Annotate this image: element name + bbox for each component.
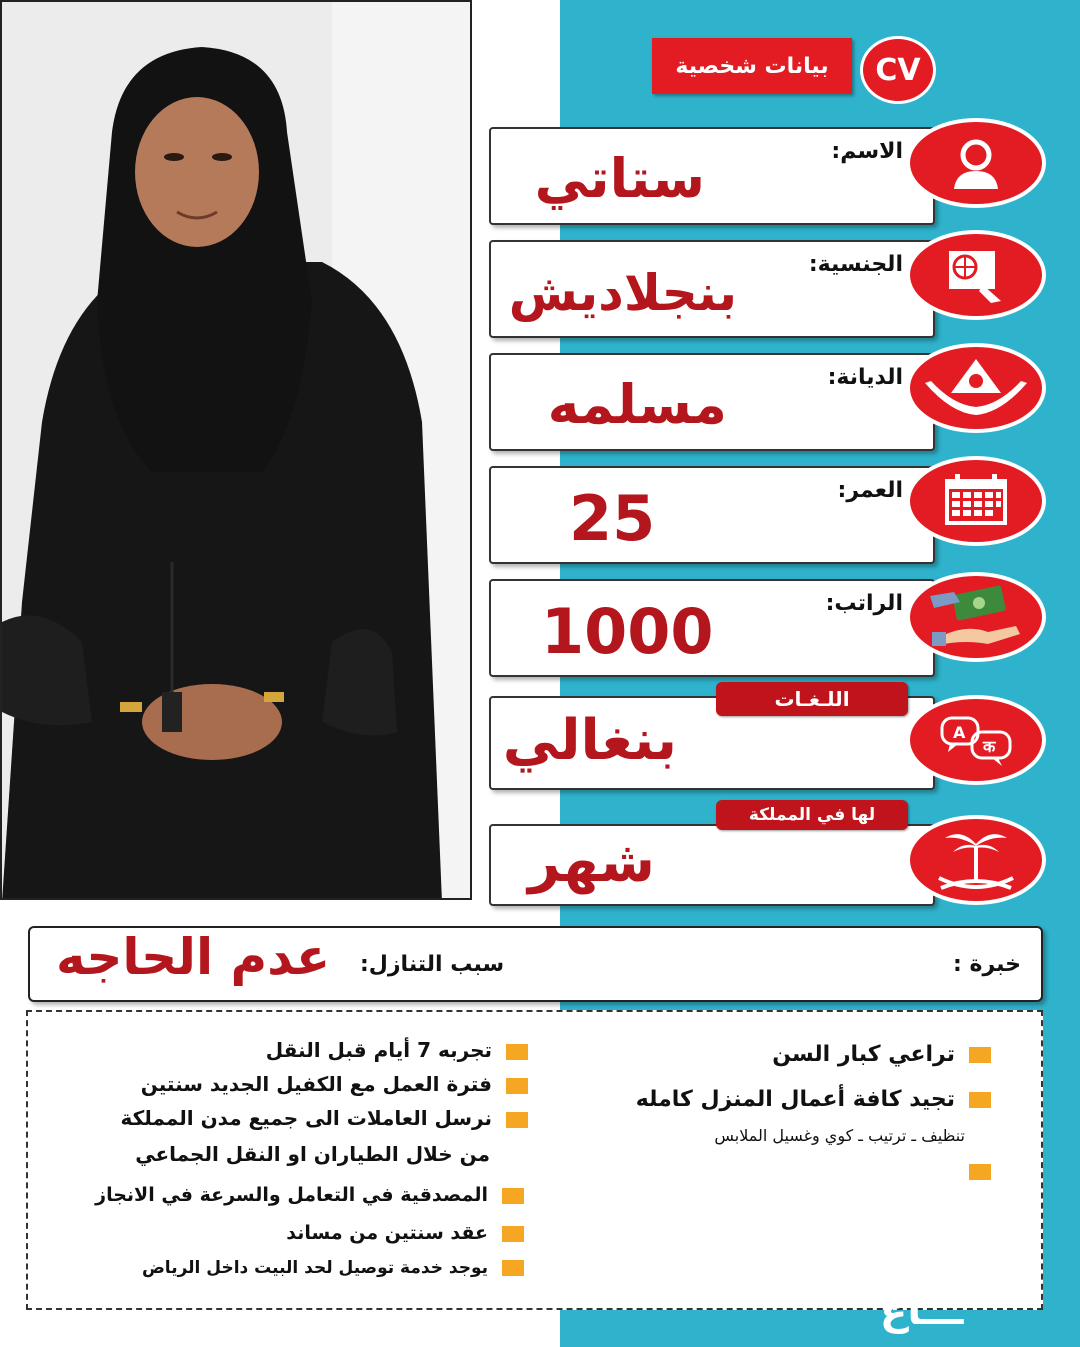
- notes-panel: [26, 1010, 1043, 1310]
- bullet-icon: [969, 1092, 991, 1108]
- list-item-sub: تنظيف ـ ترتيب ـ كوي وغسيل الملابس: [714, 1126, 965, 1145]
- list-item: عقد سنتين من مساند: [28, 1222, 524, 1244]
- bullet-icon: [969, 1164, 991, 1180]
- palm-swords-emblem-icon: [906, 815, 1046, 905]
- calendar-icon: [906, 456, 1046, 546]
- experience-label: خبرة :: [953, 952, 1021, 977]
- list-item: تراعي كبار السن: [772, 1042, 991, 1067]
- list-item: المصدقية في التعامل والسرعة في الانجاز: [28, 1184, 524, 1206]
- name-label: الاسم:: [831, 139, 903, 164]
- nationality-value: بنجلاديش: [508, 264, 737, 322]
- candidate-photo: [0, 0, 472, 900]
- list-item: فترة العمل مع الكفيل الجديد سنتين: [28, 1072, 528, 1096]
- age-field: [489, 466, 935, 564]
- svg-text:क: क: [983, 737, 996, 756]
- bullet-icon: [969, 1047, 991, 1063]
- salary-label: الراتب:: [825, 591, 903, 616]
- religion-label: الديانة:: [827, 365, 903, 390]
- svg-text:A: A: [953, 723, 966, 742]
- bullet-icon: [506, 1078, 528, 1094]
- translation-icon: [906, 695, 1046, 785]
- salary-value: 1000: [541, 595, 714, 668]
- religion-value: مسلمه: [547, 373, 727, 436]
- bullet-icon: [506, 1112, 528, 1128]
- list-item: تجيد كافة أعمال المنزل كامله: [636, 1087, 991, 1112]
- religion-field: [489, 353, 935, 451]
- name-field: [489, 127, 935, 225]
- languages-value: بنغالي: [502, 708, 677, 773]
- kingdom-duration-field: [489, 824, 935, 906]
- bullet-icon: [502, 1260, 524, 1276]
- nationality-field: [489, 240, 935, 338]
- languages-tag: اللـغـات: [716, 682, 908, 716]
- cv-badge: CV: [860, 36, 936, 104]
- reason-box: [28, 926, 1043, 1002]
- person-icon: [906, 118, 1046, 208]
- name-value: ستاتي: [534, 147, 705, 210]
- section-title: بيانات شخصية: [652, 38, 852, 94]
- age-label: العمر:: [837, 478, 903, 503]
- reason-label: سبب التنازل:: [360, 952, 505, 977]
- bullet-icon: [502, 1188, 524, 1204]
- religion-icon: [906, 343, 1046, 433]
- kingdom-duration-value: شهر: [528, 830, 655, 895]
- watermark: ـــاع: [880, 1288, 964, 1334]
- age-value: 25: [569, 482, 656, 555]
- bullet-icon: [502, 1226, 524, 1242]
- kingdom-tag: لها في المملكة: [716, 800, 908, 830]
- passport-globe-icon: [906, 230, 1046, 320]
- list-item: يوجد خدمة توصيل لحد البيت داخل الرياض: [28, 1258, 524, 1278]
- reason-value: عدم الحاجه: [56, 928, 331, 986]
- list-item: تجربه 7 أيام قبل النقل: [28, 1038, 528, 1062]
- salary-field: [489, 579, 935, 677]
- list-item-continued: من خلال الطياران او النقل الجماعي: [135, 1142, 490, 1166]
- list-item-empty: [955, 1158, 991, 1182]
- money-icon: [906, 572, 1046, 662]
- nationality-label: الجنسية:: [808, 252, 903, 277]
- list-item: نرسل العاملات الى جميع مدن المملكة: [28, 1106, 528, 1130]
- bullet-icon: [506, 1044, 528, 1060]
